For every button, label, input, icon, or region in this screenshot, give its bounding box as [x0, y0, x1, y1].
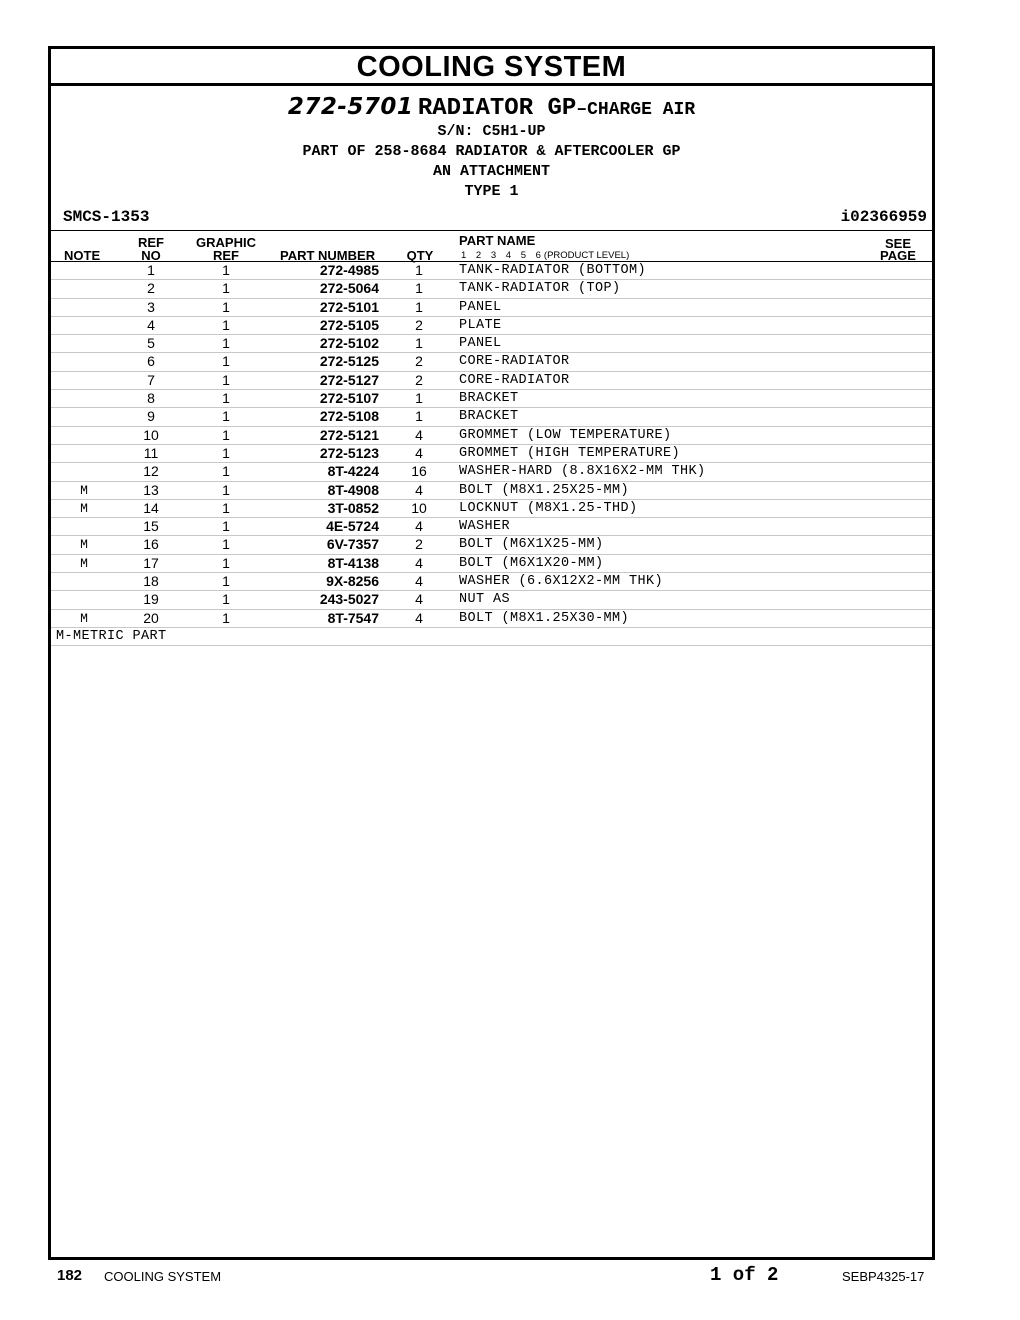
footer-page-of: 1 of 2	[710, 1264, 779, 1286]
header-ref-top: REF	[138, 235, 164, 250]
row-graphic-ref: 1	[222, 591, 230, 608]
part-of-line: PART OF 258-8684 RADIATOR & AFTERCOOLER GP	[302, 143, 681, 160]
row-qty: 16	[411, 463, 427, 480]
group-title	[51, 94, 932, 122]
row-graphic-ref: 1	[222, 353, 230, 370]
row-note: M	[80, 500, 88, 516]
header-product-levels	[461, 250, 629, 261]
row-part-name: WASHER (6.6X12X2-MM THK)	[459, 574, 664, 590]
smcs-code: SMCS-1353	[63, 208, 150, 226]
row-graphic-ref: 1	[222, 426, 230, 443]
row-graphic-ref: 1	[222, 390, 230, 407]
footer-doc-number: SEBP4325-17	[842, 1269, 925, 1284]
table-row	[51, 317, 932, 335]
table-row	[51, 463, 932, 481]
row-part-number: 272-5125	[319, 353, 379, 370]
table-row	[51, 591, 932, 609]
row-part-name: BRACKET	[459, 409, 519, 425]
illustration-id: i02366959	[840, 208, 927, 226]
row-graphic-ref: 1	[222, 481, 230, 498]
row-part-name: TANK-RADIATOR (BOTTOM)	[459, 263, 647, 278]
table-row	[51, 299, 932, 317]
table-row	[51, 573, 932, 591]
header-levels: 1 2 3 4 5 6	[461, 250, 541, 261]
table-row	[51, 408, 932, 426]
row-ref-no: 9	[147, 408, 155, 425]
header-product-level: (PRODUCT LEVEL)	[543, 250, 630, 261]
table-row	[51, 555, 932, 573]
row-part-number: 3T-0852	[327, 499, 379, 516]
header-see-bottom: PAGE	[880, 248, 916, 263]
row-graphic-ref: 1	[222, 316, 230, 333]
row-ref-no: 16	[143, 536, 159, 553]
row-graphic-ref: 1	[222, 573, 230, 590]
row-part-number: 8T-4908	[327, 481, 379, 498]
row-ref-no: 19	[143, 591, 159, 608]
row-qty: 1	[415, 262, 423, 278]
row-part-number: 8T-7547	[327, 609, 379, 626]
group-subtitle: –CHARGE AIR	[576, 100, 696, 120]
row-ref-no: 1	[147, 262, 155, 278]
table-row	[51, 280, 932, 298]
header-note: NOTE	[64, 248, 101, 263]
parts-table	[51, 262, 932, 646]
row-qty: 2	[415, 536, 423, 553]
row-qty: 4	[415, 481, 423, 498]
row-ref-no: 11	[143, 444, 159, 461]
group-part-number: 272-5701	[287, 94, 414, 120]
page-footer	[0, 1264, 1020, 1288]
row-qty: 1	[415, 408, 423, 425]
row-part-name: NUT AS	[459, 592, 511, 608]
row-qty: 1	[415, 298, 423, 315]
row-part-number: 272-5121	[319, 426, 379, 443]
row-part-name: PANEL	[459, 299, 502, 315]
row-graphic-ref: 1	[222, 463, 230, 480]
row-note: M	[80, 555, 88, 571]
row-part-name: CORE-RADIATOR	[459, 372, 570, 388]
row-graphic-ref: 1	[222, 554, 230, 571]
row-ref-no: 17	[143, 554, 159, 571]
row-graphic-ref: 1	[222, 499, 230, 516]
row-qty: 4	[415, 573, 423, 590]
row-part-name: BOLT (M8X1.25X25-MM)	[459, 482, 630, 498]
header-part-name: PART NAME	[459, 233, 536, 248]
row-part-name: PANEL	[459, 336, 502, 352]
row-graphic-ref: 1	[222, 444, 230, 461]
row-graphic-ref: 1	[222, 609, 230, 626]
row-graphic-ref: 1	[222, 298, 230, 315]
table-row	[51, 335, 932, 353]
row-part-name: WASHER-HARD (8.8X16X2-MM THK)	[459, 464, 706, 480]
row-part-number: 4E-5724	[326, 518, 379, 535]
row-ref-no: 6	[147, 353, 155, 370]
table-row	[51, 262, 932, 280]
header-see-top: SEE	[884, 236, 911, 251]
row-part-number: 272-5064	[319, 280, 379, 297]
row-ref-no: 8	[147, 390, 155, 407]
table-row	[51, 427, 932, 445]
row-part-name: PLATE	[459, 317, 502, 333]
header-graphic-bottom: REF	[213, 248, 239, 263]
row-part-number: 272-5102	[319, 335, 379, 352]
row-qty: 1	[415, 280, 423, 297]
row-ref-no: 5	[147, 335, 155, 352]
row-part-name: CORE-RADIATOR	[459, 354, 570, 370]
table-row	[51, 482, 932, 500]
row-note: M	[80, 537, 88, 553]
table-row	[51, 500, 932, 518]
row-part-name: BRACKET	[459, 391, 519, 407]
section-title: COOLING SYSTEM	[51, 49, 932, 86]
row-qty: 1	[415, 335, 423, 352]
table-row	[51, 445, 932, 463]
row-ref-no: 12	[143, 463, 159, 480]
table-row	[51, 372, 932, 390]
row-part-number: 272-5123	[319, 444, 379, 461]
row-part-name: WASHER	[459, 519, 511, 535]
row-part-name: GROMMET (HIGH TEMPERATURE)	[459, 445, 681, 461]
footer-page-number: 182	[57, 1267, 83, 1284]
row-qty: 2	[415, 353, 423, 370]
row-ref-no: 14	[143, 499, 159, 516]
row-part-number: 272-5105	[319, 316, 379, 333]
row-ref-no: 20	[143, 609, 159, 626]
row-qty: 4	[415, 444, 423, 461]
row-graphic-ref: 1	[222, 335, 230, 352]
row-part-number: 9X-8256	[326, 573, 379, 590]
row-qty: 1	[415, 390, 423, 407]
row-part-name: TANK-RADIATOR (TOP)	[459, 281, 621, 297]
row-part-number: 272-5107	[319, 390, 379, 407]
row-qty: 4	[415, 591, 423, 608]
row-graphic-ref: 1	[222, 371, 230, 388]
row-qty: 4	[415, 609, 423, 626]
serial-number-line: S/N: C5H1-UP	[437, 123, 546, 140]
table-row	[51, 353, 932, 371]
row-ref-no: 3	[147, 298, 155, 315]
row-part-number: 272-5108	[319, 408, 379, 425]
row-part-number: 243-5027	[319, 591, 379, 608]
row-ref-no: 13	[143, 481, 159, 498]
type-line: TYPE 1	[464, 183, 519, 200]
row-note: M	[80, 482, 88, 498]
header-graphic-top: GRAPHIC	[196, 235, 256, 250]
group-name: RADIATOR GP	[417, 95, 577, 122]
row-part-number: 272-5127	[319, 371, 379, 388]
table-row	[51, 610, 932, 628]
row-graphic-ref: 1	[222, 518, 230, 535]
row-qty: 4	[415, 518, 423, 535]
parts-page-frame	[48, 46, 935, 1260]
row-part-name: BOLT (M8X1.25X30-MM)	[459, 610, 630, 626]
footer-section: COOLING SYSTEM	[104, 1269, 222, 1284]
row-qty: 2	[415, 371, 423, 388]
row-graphic-ref: 1	[222, 280, 230, 297]
attachment-line: AN ATTACHMENT	[432, 163, 551, 180]
row-qty: 4	[415, 554, 423, 571]
row-part-name: GROMMET (LOW TEMPERATURE)	[459, 427, 672, 443]
header-ref-bottom: NO	[141, 248, 161, 263]
row-part-number: 8T-4138	[327, 554, 379, 571]
row-ref-no: 4	[147, 316, 155, 333]
table-row	[51, 390, 932, 408]
row-note: M	[80, 610, 88, 626]
row-qty: 4	[415, 426, 423, 443]
row-part-number: 8T-4224	[327, 463, 379, 480]
smcs-row	[51, 206, 932, 231]
row-part-name: LOCKNUT (M8X1.25-THD)	[459, 500, 638, 516]
row-part-number: 272-5101	[319, 298, 379, 315]
table-row	[51, 518, 932, 536]
row-part-name: BOLT (M6X1X20-MM)	[459, 555, 604, 571]
row-ref-no: 10	[143, 426, 159, 443]
row-qty: 10	[411, 499, 427, 516]
column-headers	[51, 231, 932, 262]
row-ref-no: 2	[147, 280, 155, 297]
table-row	[51, 536, 932, 554]
header-qty: QTY	[406, 248, 434, 263]
row-part-number: 272-4985	[319, 262, 379, 278]
row-part-name: BOLT (M6X1X25-MM)	[459, 537, 604, 553]
row-graphic-ref: 1	[222, 536, 230, 553]
header-part-number: PART NUMBER	[280, 248, 376, 263]
row-ref-no: 15	[143, 518, 159, 535]
metric-footnote: M-METRIC PART	[51, 628, 932, 646]
row-ref-no: 18	[143, 573, 159, 590]
row-part-number: 6V-7357	[326, 536, 379, 553]
row-graphic-ref: 1	[222, 262, 230, 278]
row-graphic-ref: 1	[222, 408, 230, 425]
row-ref-no: 7	[147, 371, 155, 388]
row-qty: 2	[415, 316, 423, 333]
